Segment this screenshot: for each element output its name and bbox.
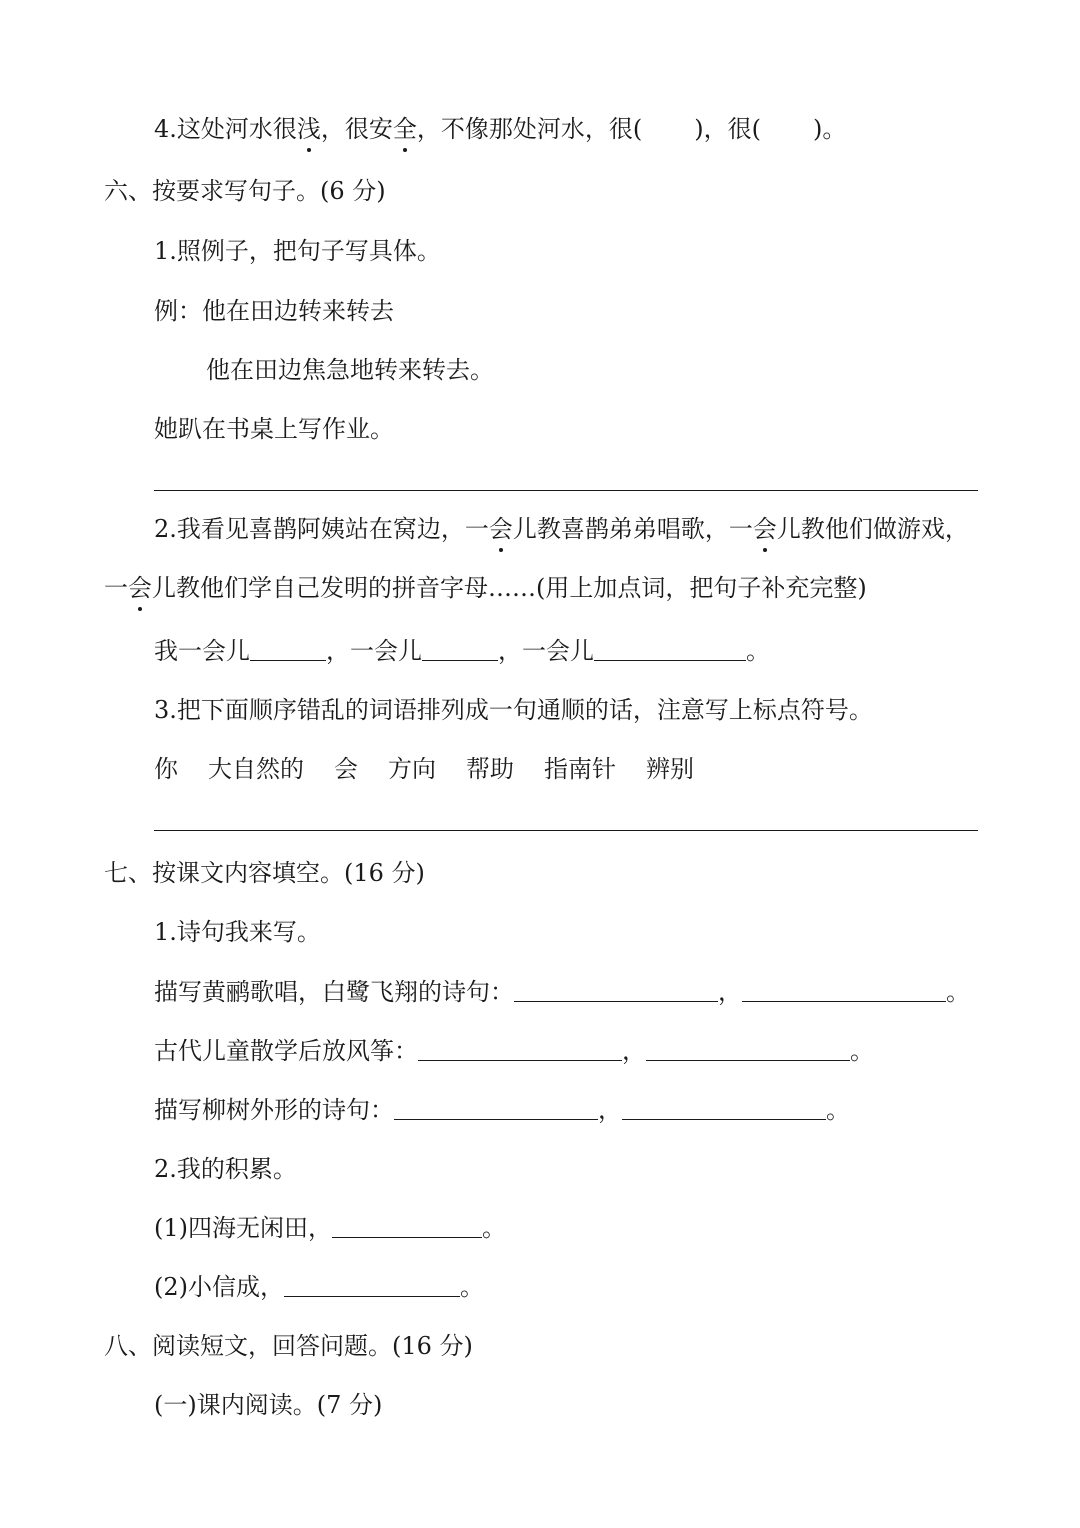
word: 大自然的 [208, 755, 304, 783]
question-6-1-sentence: 她趴在书桌上写作业。 [154, 415, 394, 443]
dotted-word: 一会儿 [465, 512, 537, 546]
word: 会 [334, 755, 358, 783]
fill-blank[interactable] [394, 1097, 598, 1120]
example-label: 例：他在田边转来转去 [154, 297, 394, 325]
scrambled-words [154, 752, 724, 786]
fill-blank[interactable] [742, 979, 946, 1002]
question-7-1-prompt: 1.诗句我来写。 [154, 918, 321, 946]
fill-blank[interactable] [646, 1038, 850, 1061]
question-5-4: 4.这处河水很浅，很安全，不像那处河水，很( )，很( )。 [154, 112, 846, 146]
poem-line-2: 古代儿童散学后放风筝： ， 。 [154, 1037, 874, 1065]
dotted-word: 一会儿 [104, 571, 176, 605]
poem-line-3: 描写柳树外形的诗句： ， 。 [154, 1096, 850, 1124]
section-6-title: 六、按要求写句子。(6 分) [104, 177, 386, 205]
fill-blank[interactable] [284, 1274, 460, 1297]
fill-blank[interactable] [418, 1038, 622, 1061]
word: 方向 [388, 755, 436, 783]
question-7-2-prompt: 2.我的积累。 [154, 1155, 297, 1183]
section-7-title: 七、按课文内容填空。(16 分) [104, 859, 425, 887]
fill-blank[interactable] [332, 1215, 482, 1238]
question-6-1-prompt: 1.照例子，把句子写具体。 [154, 237, 441, 265]
fill-blank[interactable] [514, 979, 718, 1002]
dotted-char: 全 [393, 112, 417, 146]
dotted-char: 浅 [297, 112, 321, 146]
fill-blank[interactable] [594, 638, 746, 661]
question-6-2-line1: 2.我看见喜鹊阿姨站在窝边，一会儿教喜鹊弟弟唱歌，一会儿教他们做游戏， [154, 512, 969, 546]
accumulation-2: (2)小信成， 。 [154, 1273, 484, 1301]
accumulation-1: (1)四海无闲田， 。 [154, 1214, 506, 1242]
answer-line[interactable] [154, 830, 978, 831]
fill-blank[interactable] [422, 638, 498, 661]
poem-line-1: 描写黄鹂歌唱，白鹭飞翔的诗句： ， 。 [154, 978, 970, 1006]
question-6-3-prompt: 3.把下面顺序错乱的词语排列成一句通顺的话，注意写上标点符号。 [154, 696, 873, 724]
section-8-title: 八、阅读短文，回答问题。(16 分) [104, 1332, 473, 1360]
word: 帮助 [466, 755, 514, 783]
question-6-2-line2: 一会儿教他们学自己发明的拼音字母……(用上加点词，把句子补充完整) [104, 571, 867, 605]
question-6-2-fill: 我一会儿 ，一会儿 ，一会儿 。 [154, 637, 770, 665]
word: 你 [154, 755, 178, 783]
example-answer: 他在田边焦急地转来转去。 [206, 356, 494, 384]
fill-blank[interactable] [250, 638, 326, 661]
word: 辨别 [646, 755, 694, 783]
dotted-word: 一会儿 [729, 512, 801, 546]
answer-line[interactable] [154, 490, 978, 491]
word: 指南针 [544, 755, 616, 783]
section-8-sub-1: (一)课内阅读。(7 分) [154, 1391, 383, 1419]
fill-blank[interactable] [622, 1097, 826, 1120]
